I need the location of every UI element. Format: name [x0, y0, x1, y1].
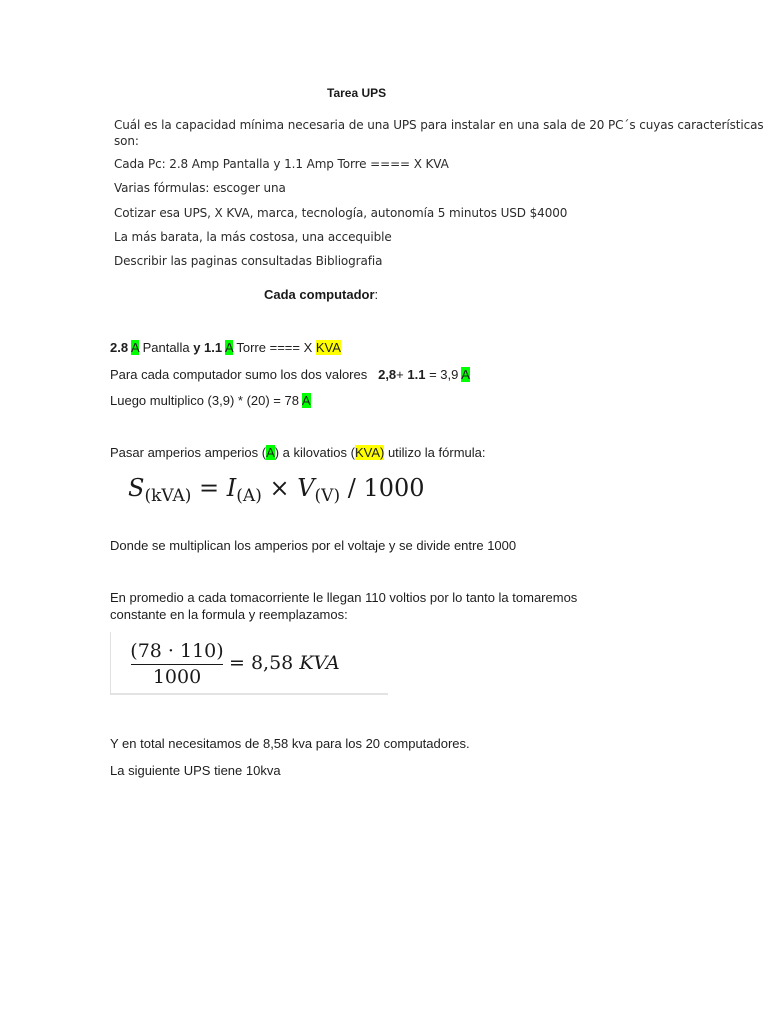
task-quote: Cotizar esa UPS, X KVA, marca, tecnología, autonomía 5 minutos USD $4000 [114, 206, 568, 220]
unit-highlight: A [130, 340, 139, 355]
calc-line-multiply: Luego multiplico (3,9) * (20) = 78 A [110, 393, 311, 408]
task-question-continued: son: [114, 134, 139, 148]
substitution-formula [110, 632, 388, 695]
document-title: Tarea UPS [327, 86, 387, 100]
conclusion-ups: La siguiente UPS tiene 10kva [110, 763, 281, 778]
fraction [127, 640, 227, 688]
fraction-numerator: (78 · 110) [130, 640, 224, 662]
unit-highlight: A [301, 393, 311, 408]
unit-highlight: A [225, 340, 233, 355]
task-bibliography: Describir las paginas consultadas Bibliografia [114, 254, 383, 268]
kva-formula: $S_{(kVA)} = I_{(A)} \times V_{(V)} / 1000$ [128, 474, 425, 506]
average-voltage-line2: constante en la formula y reemplazamos: [110, 607, 348, 622]
calc-line-values: 2.8 A Pantalla y 1.1 A Torre ==== X KVA [110, 340, 341, 355]
fraction-denominator: 1000 [152, 666, 202, 688]
value-pantalla: 2.8 [110, 340, 129, 355]
conclusion-total: Y en total necesitamos de 8,58 kva para los 20 computadores. [110, 736, 470, 751]
section-heading: Cada computador: [264, 287, 379, 302]
average-voltage-line1: En promedio a cada tomacorriente le llegan 110 voltios por lo tanto la tomaremos [110, 590, 578, 605]
unit-highlight: A [461, 367, 470, 382]
formula-result: = 8,58 KVA [229, 652, 340, 674]
conversion-line: Pasar amperios amperios (A) a kilovatios (KVA) utilizo la fórmula: [110, 445, 486, 460]
formula-explanation: Donde se multiplican los amperios por el voltaje y se divide entre 1000 [110, 538, 517, 553]
task-formulas: Varias fórmulas: escoger una [114, 181, 286, 195]
task-question: Cuál es la capacidad mínima necesaria de una UPS para instalar en una sala de 20 PC´s cuyas características [114, 118, 764, 132]
value-torre: y 1.1 [193, 340, 223, 355]
calc-line-sum: Para cada computador sumo los dos valores 2,8+ 1.1 = 3,9 A [110, 367, 470, 382]
kva-highlight: KVA [315, 340, 341, 355]
unit-highlight: A [266, 445, 275, 460]
task-prices: La más barata, la más costosa, una accequible [114, 230, 392, 244]
kva-highlight: KVA) [354, 445, 385, 460]
task-pc-specs: Cada Pc: 2.8 Amp Pantalla y 1.1 Amp Torre ==== X KVA [114, 157, 449, 171]
